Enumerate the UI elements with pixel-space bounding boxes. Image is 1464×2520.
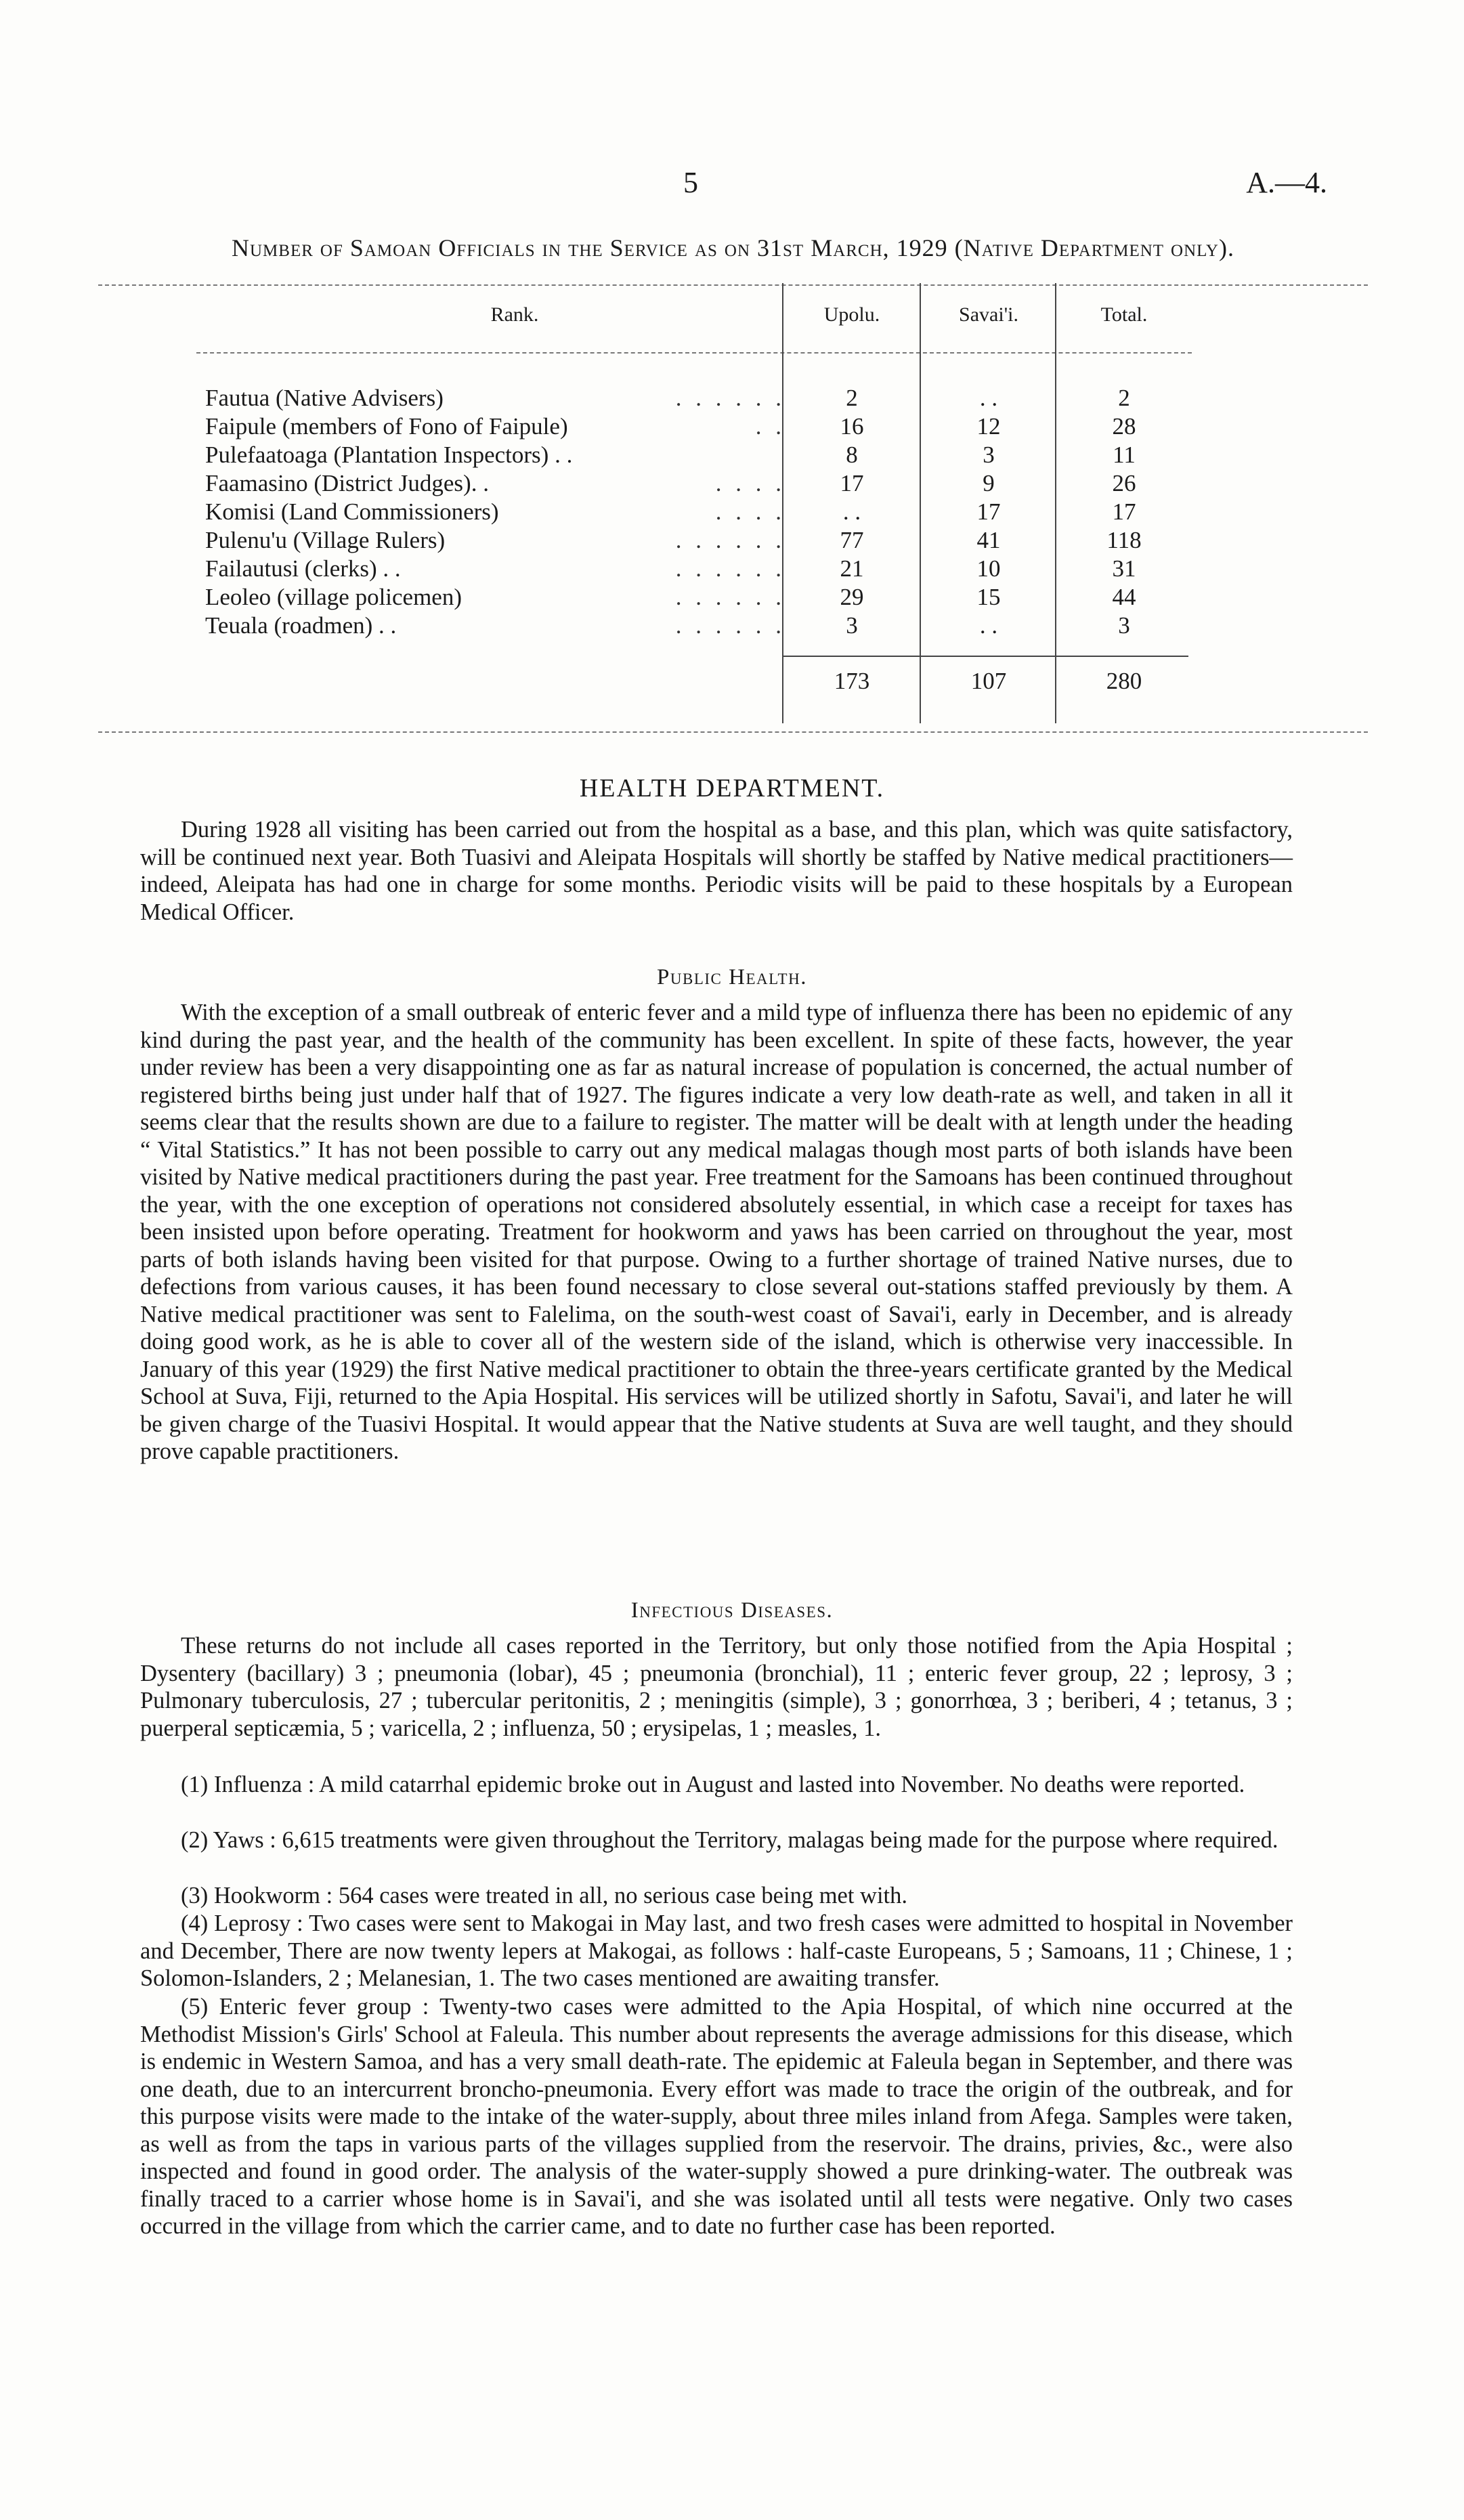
total-upolu: 173 (834, 668, 870, 694)
table-total-rule (782, 656, 1188, 657)
rank-cell: Faipule (members of Fono of Faipule) (205, 413, 568, 440)
upolu-cell: 17 (840, 470, 864, 496)
leader-dots: . . . . . . (675, 555, 785, 582)
subheading-public-health: Public Health. (657, 965, 807, 989)
rank-cell: Failautusi (clerks) . . (205, 555, 401, 582)
page-number: 5 (683, 166, 698, 199)
leader-dots: . . . . (715, 498, 785, 525)
paragraph-enteric-fever: (5) Enteric fever group : Twenty-two cases were admitted to the Apia Hospital, of which nine occurred at the Methodist Mission's Girls' School at Faleula. This number about represents the average admissions for this disease, which is endemic in Western Samoa, and has a very small death-rate. The epidemic at Faleula began in September, and there was one death, due to an intercurrent broncho-pneumonia. Every effort was made to trace the origin of the outbreak, and for this purpose visits were made to the intake of the water-supply, about three miles inland from Afega. Samples were taken, as well as from the taps in various parts of the villages supplied from the reservoir. The drains, privies, &c., were also inspected and found in good order. The analysis of the water-supply showed a pure drinking-water. The outbreak was finally traced to a carrier whose home is in Savai'i, and she was isolated until all tests were negative. Only two cases occurred in the village from which the carrier came, and to date no further case has been reported. (140, 1994, 1293, 2239)
table-row (0, 412, 1464, 441)
rank-cell: Pulefaatoaga (Plantation Inspectors) . . (205, 442, 573, 468)
table-caption: Number of Samoan Officials in the Service as on 31st March, 1929 (Native Department only). (232, 234, 1234, 261)
savaii-cell: . . (979, 612, 998, 639)
total-cell: 11 (1113, 442, 1136, 468)
total-all: 280 (1106, 668, 1142, 694)
total-cell: 118 (1106, 527, 1142, 553)
rank-cell: Komisi (Land Commissioners) (205, 498, 499, 525)
leader-dots: . . . . . . (675, 385, 785, 411)
paragraph-yaws: (2) Yaws : 6,615 treatments were given throughout the Territory, malagas being made for the purpose where required. (181, 1827, 1278, 1853)
upolu-cell: 77 (840, 527, 864, 553)
rank-cell: Pulenu'u (Village Rulers) (205, 527, 446, 553)
total-cell: 3 (1118, 612, 1130, 639)
table-top-rule (98, 284, 1368, 286)
table-row (0, 555, 1464, 583)
savaii-cell: 3 (983, 442, 995, 468)
total-cell: 31 (1112, 555, 1136, 582)
paragraph-health-intro: During 1928 all visiting has been carried out from the hospital as a base, and this plan, which was quite satisfactory, will be continued next year. Both Tuasivi and Aleipata Hospitals will shortly be staffed by Native medical practitioners—indeed, Aleipata has had one in charge for some months. Periodic visits will be paid to these hospitals by a European Medical Officer. (140, 817, 1293, 925)
total-cell: 26 (1112, 470, 1136, 496)
table-row (0, 469, 1464, 498)
table-row (0, 498, 1464, 526)
upolu-cell: 29 (840, 584, 864, 610)
paragraph-hookworm: (3) Hookworm : 564 cases were treated in all, no serious case being met with. (181, 1883, 908, 1908)
leader-dots: . . . . . . (675, 584, 785, 610)
savaii-cell: 12 (976, 413, 1001, 440)
upolu-cell: 21 (840, 555, 864, 582)
total-cell: 44 (1112, 584, 1136, 610)
table-row (0, 583, 1464, 612)
table-row (0, 526, 1464, 555)
total-cell: 28 (1112, 413, 1136, 440)
rank-cell: Fautua (Native Advisers) (205, 385, 444, 411)
paragraph-leprosy: (4) Leprosy : Two cases were sent to Makogai in May last, and two fresh cases were admitted to hospital in November and December, There are now twenty lepers at Makogai, as follows : half-caste Europeans, 5 ; Samoans, 11 ; Chinese, 1 ; Solomon-Islanders, 2 ; Melanesian, 1. The two cases mentioned are awaiting transfer. (140, 1910, 1293, 1991)
leader-dots: . . . . (715, 470, 785, 496)
upolu-cell: 3 (846, 612, 858, 639)
table-row (0, 612, 1464, 640)
total-cell: 17 (1112, 498, 1136, 525)
subheading-infectious-diseases: Infectious Diseases. (630, 1598, 834, 1623)
upolu-cell: 16 (840, 413, 864, 440)
upolu-cell: . . (842, 498, 861, 525)
table-row (0, 384, 1464, 412)
savaii-cell: . . (979, 385, 998, 411)
rank-cell: Teuala (roadmen) . . (205, 612, 397, 639)
table-bottom-rule (98, 731, 1368, 733)
section-title-health-department: HEALTH DEPARTMENT. (579, 774, 885, 803)
leader-dots: . . . . . . (675, 612, 785, 639)
savaii-cell: 9 (983, 470, 995, 496)
savaii-cell: 41 (976, 527, 1001, 553)
savaii-cell: 15 (976, 584, 1001, 610)
rank-cell: Leoleo (village policemen) (205, 584, 462, 610)
paragraph-influenza: (1) Influenza : A mild catarrhal epidemic broke out in August and lasted into November. No deaths were reported. (181, 1772, 1245, 1797)
total-cell: 2 (1118, 385, 1130, 411)
savaii-cell: 17 (976, 498, 1001, 525)
upolu-cell: 2 (846, 385, 858, 411)
column-header-upolu: Upolu. (823, 303, 880, 326)
rank-cell: Faamasino (District Judges). . (205, 470, 489, 496)
column-header-savaii: Savai'i. (959, 303, 1018, 326)
paragraph-infectious-intro: These returns do not include all cases reported in the Territory, but only those notified from the Apia Hospital ; Dysentery (bacillary) 3 ; pneumonia (lobar), 45 ; pneumonia (bronchial), 11 ; enteric fever group, 22 ; leprosy, 3 ; Pulmonary tuberculosis, 27 ; tubercular peritonitis, 2 ; meningitis (simple), 3 ; gonorrhœa, 3 ; beriberi, 4 ; tetanus, 3 ; puerperal septicæmia, 5 ; varicella, 2 ; influenza, 50 ; erysipelas, 1 ; measles, 1. (140, 1633, 1293, 1741)
savaii-cell: 10 (976, 555, 1001, 582)
document-reference: A.—4. (1246, 166, 1327, 199)
paragraph-public-health: With the exception of a small outbreak of enteric fever and a mild type of influenza there has been no epidemic of any kind during the past year, and the health of the community has been excellent. In spite of these facts, however, the year under review has been a very disappointing one as far as natural increase of population is concerned, the actual number of registered births being just under half that of 1927. The figures indicate a very low death-rate as well, and taken in all it seems clear that the results shown are due to a failure to register. The matter will be dealt with at length under the heading “ Vital Statistics.” It has not been possible to carry out any medical malagas though most parts of both islands have been visited by Native medical practitioners during the past year. Free treatment for the Samoans has been continued throughout the year, with the one exception of operations not considered absolutely essential, in which case a receipt for taxes has been insisted upon before operating. Treatment for hookworm and yaws has been carried on throughout the year, most parts of both islands having been visited for that purpose. Owing to a further shortage of trained Native nurses, due to defections from various causes, it has been found necessary to close several out-stations staffed previously by them. A Native medical practitioner was sent to Falelima, on the south-west coast of Savai'i, early in December, and is already doing good work, as he is able to cover all of the western side of the island, which is otherwise very inaccessible. In January of this year (1929) the first Native medical practitioner to obtain the three-years certificate granted by the Medical School at Suva, Fiji, returned to the Apia Hospital. His services will be utilized shortly in Safotu, Savai'i, and later he will be given charge of the Tuasivi Hospital. It would appear that the Native students at Suva are well taught, and they should prove capable practitioners. (140, 1000, 1293, 1464)
leader-dots: . . (755, 413, 785, 440)
table-row (0, 441, 1464, 469)
total-savaii: 107 (970, 668, 1007, 694)
upolu-cell: 8 (846, 442, 858, 468)
column-header-rank: Rank. (490, 303, 539, 326)
leader-dots: . . . . . . (675, 527, 785, 553)
column-header-total: Total. (1100, 303, 1148, 326)
table-header-rule (196, 352, 1192, 354)
